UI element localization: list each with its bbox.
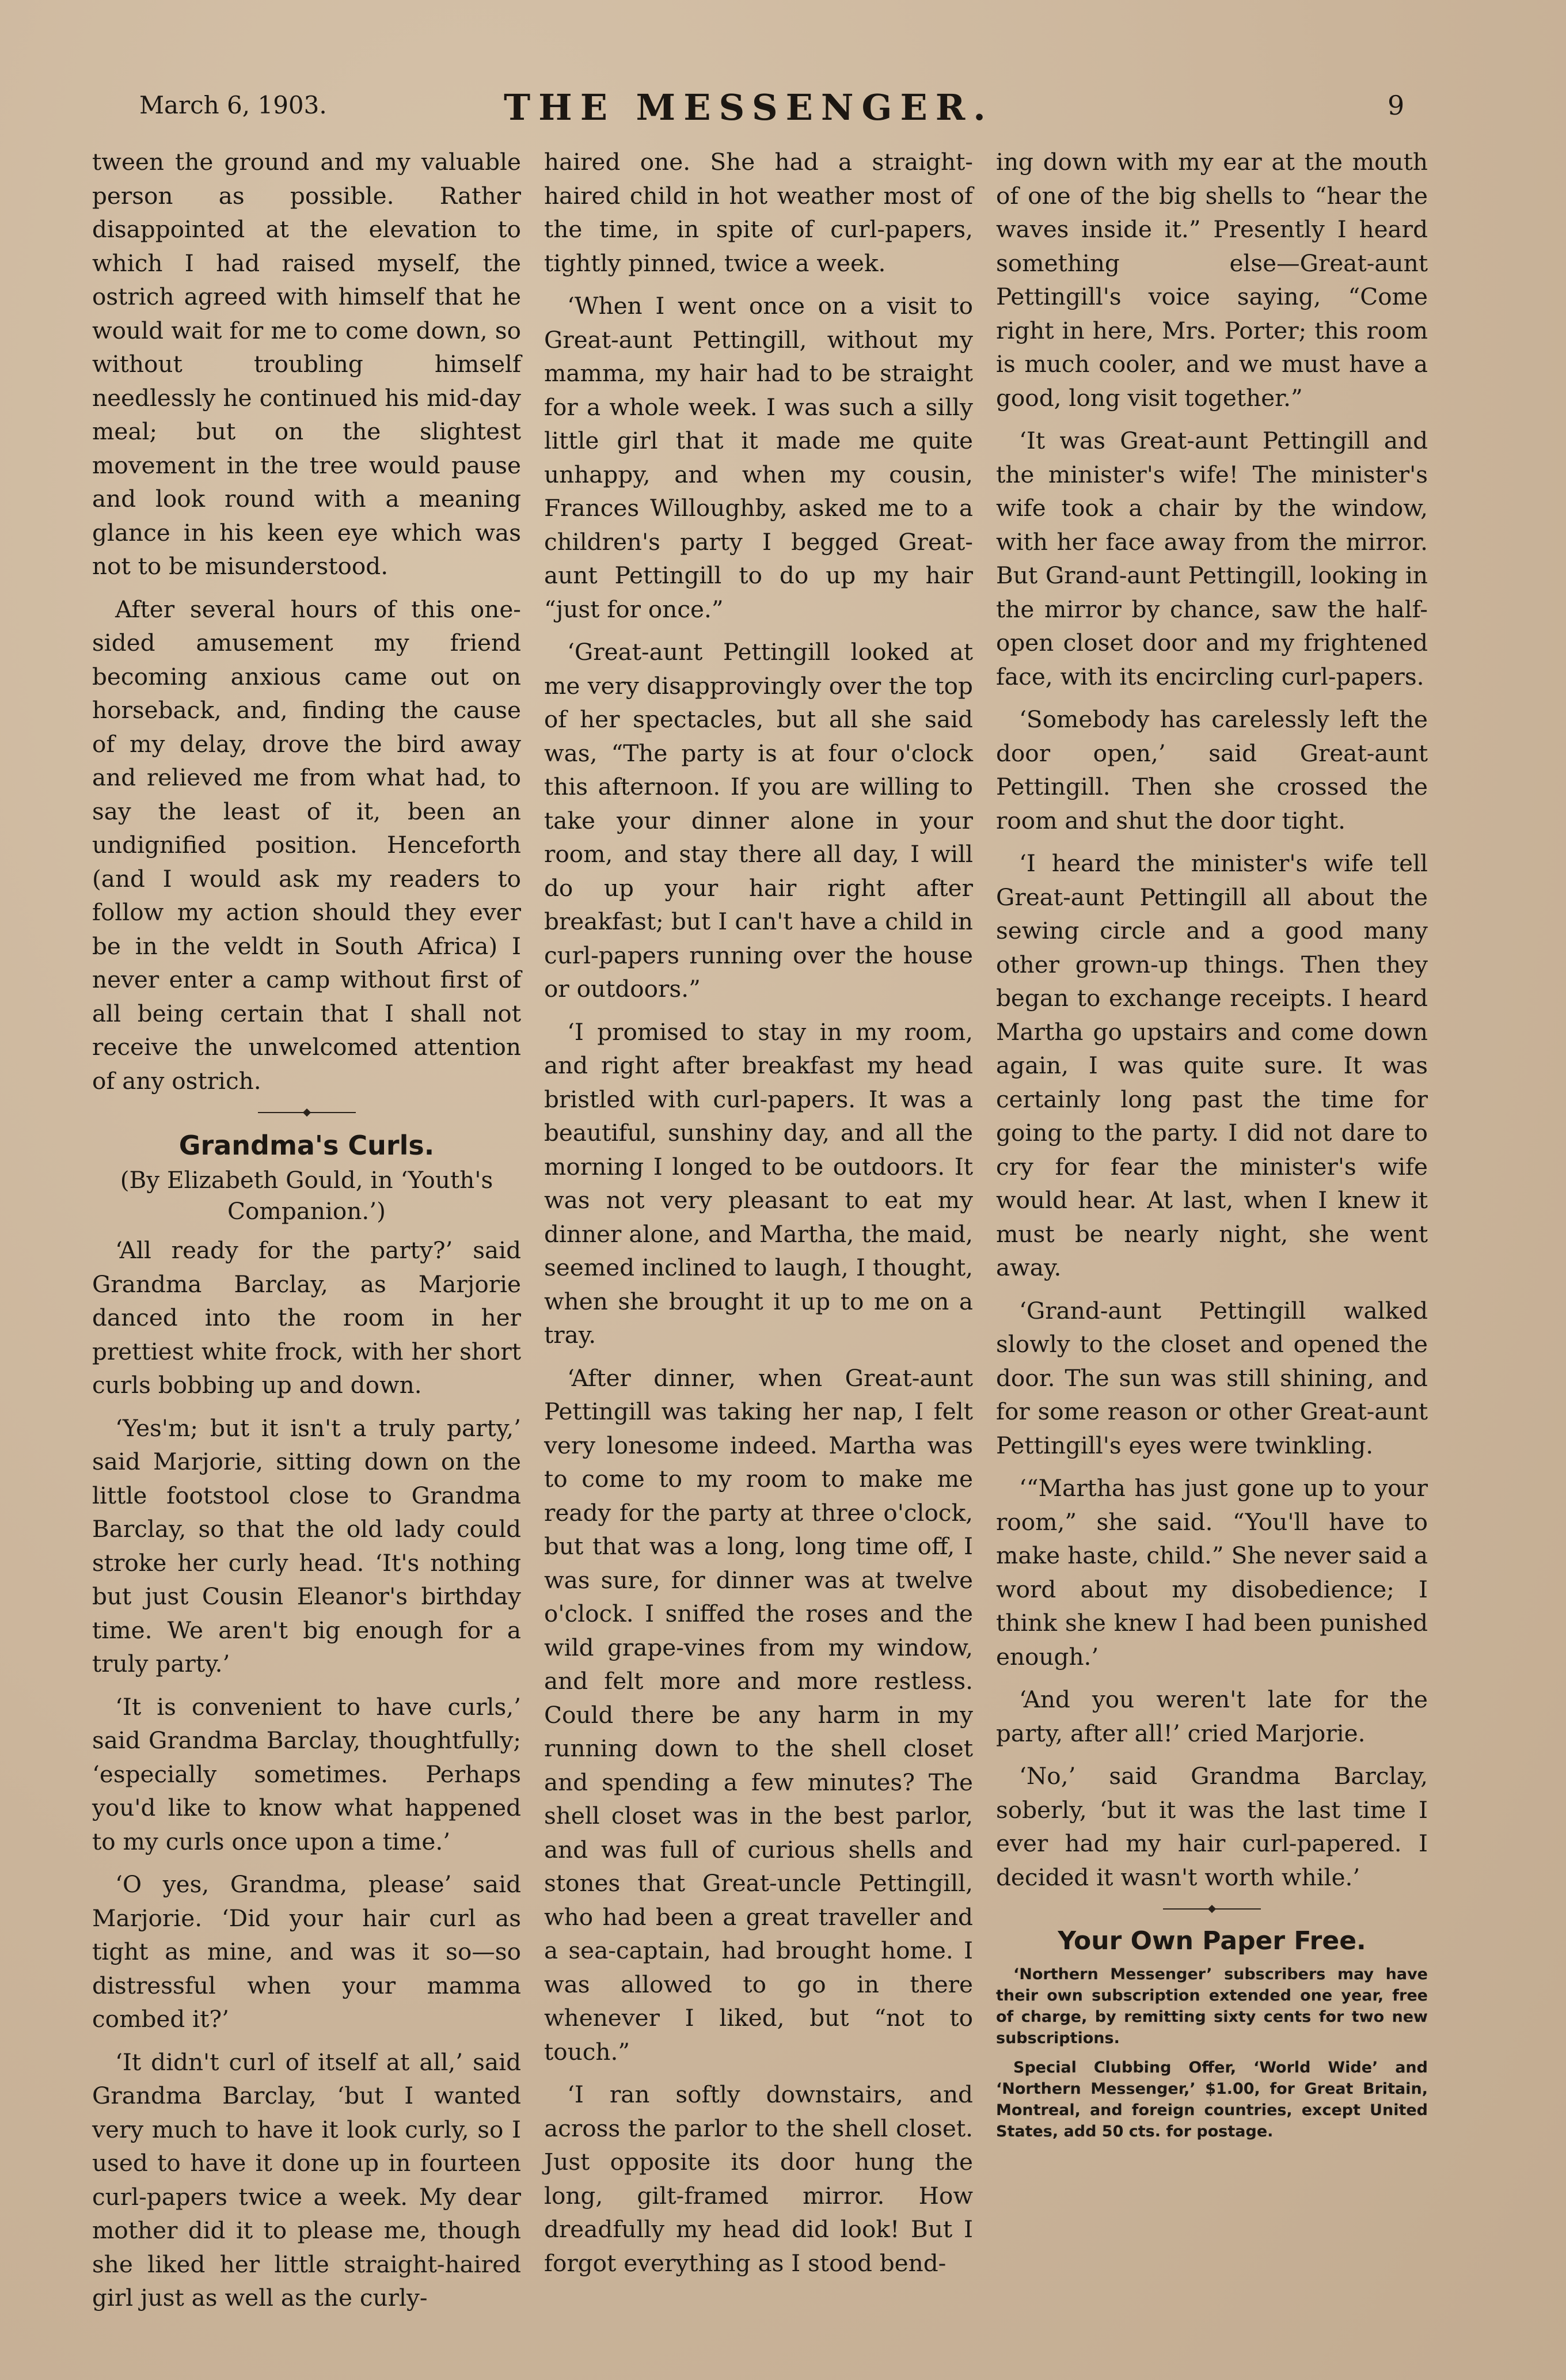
paragraph: ‘All ready for the party?’ said Grandma Barclay, as Marjorie danced into the room in her prettiest white frock, with her short curls bobbing up and down. bbox=[92, 1236, 521, 1399]
page-header bbox=[0, 86, 1566, 132]
column-1 bbox=[92, 145, 521, 2324]
paragraph: ‘And you weren't late for the party, after all!’ cried Marjorie. bbox=[996, 1686, 1428, 1747]
section-divider bbox=[1163, 1905, 1261, 1912]
notice-title: Your Own Paper Free. bbox=[1058, 1926, 1366, 1956]
section-divider bbox=[258, 1109, 356, 1116]
paragraph: tween the ground and my valuable person as possible. Rather disappointed at the elevation to which I had raised myself, the ostrich agreed with himself that he would wait for me to come down, so without troubling himself needlessly he continued his mid-day meal; but on the slightest movement in the tree would pause and look round with a meaning glance in his keen eye which was not to be misunderstood. bbox=[92, 148, 521, 580]
column-2 bbox=[544, 145, 973, 2289]
paragraph: ‘It didn't curl of itself at all,’ said Grandma Barclay, ‘but I wanted very much to have it look curly, so I used to have it done up in fourteen curl-papers twice a week. My dear mother did it to please me, though she liked her little straight-haired girl just as well as the curly- bbox=[92, 2048, 521, 2311]
paragraph: ‘I ran softly downstairs, and across the parlor to the shell closet. Just opposite its door hung the long, gilt-framed mirror. How dreadfully my head did look! But I forgot everything as I stood bend- bbox=[544, 2081, 973, 2277]
paragraph: haired one. She had a straight-haired child in hot weather most of the time, in spite of curl-papers, tightly pinned, twice a week. bbox=[544, 148, 973, 277]
paragraph: ‘Great-aunt Pettingill looked at me very disapprovingly over the top of her spectacles, but all she said was, “The party is at four o'clock this afternoon. If you are willing to take your dinner alone in your room, and stay there all day, I will do up your hair right after breakfast; but I can't have a child in curl-papers running over the house or outdoors.” bbox=[544, 638, 973, 1003]
column-3 bbox=[996, 145, 1428, 2150]
paragraph: ‘Grand-aunt Pettingill walked slowly to the closet and opened the door. The sun was still shining, and for some reason or other Great-aunt Pettingill's eyes were twinkling. bbox=[996, 1296, 1428, 1459]
paragraph: ‘I promised to stay in my room, and right after breakfast my head bristled with curl-papers. It was a beautiful, sunshiny day, and all the morning I longed to be outdoors. It was not very pleasant to eat my dinner alone, and Martha, the maid, seemed inclined to laugh, I thought, when she brought it up to me on a tray. bbox=[544, 1018, 973, 1349]
notice-paragraph: ‘Northern Messenger’ subscribers may have their own subscription extended one year, free of charge, by remitting sixty cents for two new subscriptions. bbox=[996, 1965, 1428, 2047]
story-title: Grandma's Curls. bbox=[178, 1130, 435, 1161]
paragraph: ‘I heard the minister's wife tell Great-aunt Pettingill all about the sewing circle and a good many other grown-up things. Then they began to exchange receipts. I heard Martha go upstairs and come down again, I was quite sure. It was certainly long past the time for going to the party. I did not dare to cry for fear the minister's wife would hear. At last, when I knew it must be nearly night, she went away. bbox=[996, 849, 1428, 1281]
paragraph: ‘It is convenient to have curls,’ said Grandma Barclay, thoughtfully; ‘especially sometimes. Perhaps you'd like to know what happened to my curls once upon a time.’ bbox=[92, 1692, 521, 1855]
story-byline: (By Elizabeth Gould, in ‘Youth's Companion.’) bbox=[120, 1166, 493, 1225]
paragraph: ‘Somebody has carelessly left the door open,’ said Great-aunt Pettingill. Then she crossed the room and shut the door tight. bbox=[996, 705, 1428, 834]
paragraph: ing down with my ear at the mouth of one of the big shells to “hear the waves inside it.” Presently I heard something else—Great-aunt Pettingill's voice saying, “Come right in here, Mrs. Porter; this room is much cooler, and we must have a good, long visit together.” bbox=[996, 148, 1428, 412]
paragraph: After several hours of this one-sided amusement my friend becoming anxious came out on horseback, and, finding the cause of my delay, drove the bird away and relieved me from what had, to say the least of it, been an undignified position. Henceforth (and I would ask my readers to follow my action should they ever be in the veldt in South Africa) I never enter a camp without first of all being certain that I shall not receive the unwelcomed attention of any ostrich. bbox=[92, 595, 521, 1095]
paragraph: ‘It was Great-aunt Pettingill and the minister's wife! The minister's wife took a chair by the window, with her face away from the mirror. But Grand-aunt Pettingill, looking in the mirror by chance, saw the half-open closet door and my frightened face, with its encircling curl-papers. bbox=[996, 427, 1428, 690]
paragraph: ‘No,’ said Grandma Barclay, soberly, ‘but it was the last time I ever had my hair curl-papered. I decided it wasn't worth while.’ bbox=[996, 1762, 1428, 1891]
paragraph: ‘“Martha has just gone up to your room,” she said. “You'll have to make haste, child.” She never said a word about my disobedience; I think she knew I had been punished enough.’ bbox=[996, 1474, 1428, 1671]
page-number: 9 bbox=[1388, 90, 1405, 121]
paragraph: ‘Yes'm; but it isn't a truly party,’ said Marjorie, sitting down on the little footstool close to Grandma Barclay, so that the old lady could stroke her curly head. ‘It's nothing but just Cousin Eleanor's birthday time. We aren't big enough for a truly party.’ bbox=[92, 1414, 521, 1677]
paragraph: ‘When I went once on a visit to Great-aunt Pettingill, without my mamma, my hair had to be straight for a whole week. I was such a silly little girl that it made me quite unhappy, and when my cousin, Frances Willoughby, asked me to a children's party I begged Great-aunt Pettingill to do up my hair “just for once.” bbox=[544, 292, 973, 623]
subscription-notice bbox=[996, 1926, 1428, 2142]
paragraph: ‘After dinner, when Great-aunt Pettingill was taking her nap, I felt very lonesome indeed. Martha was to come to my room to make me ready for the party at three o'clock, but that was a long, long time off, I was sure, for dinner was at twelve o'clock. I sniffed the roses and the wild grape-vines from my window, and felt more and more restless. Could there be any harm in my running down to the shell closet and spending a few minutes? The shell closet was in the best parlor, and was full of curious shells and stones that Great-uncle Pettingill, who had been a great traveller and a sea-captain, had brought home. I was allowed to go in there whenever I liked, but “not to touch.” bbox=[544, 1364, 973, 2066]
notice-paragraph: Special Clubbing Offer, ‘World Wide’ and ‘Northern Messenger,’ $1.00, for Great Britain, Montreal, and foreign countries, except United States, add 50 cts. for postage. bbox=[996, 2059, 1428, 2140]
issue-date: March 6, 1903. bbox=[139, 91, 327, 119]
paragraph: ‘O yes, Grandma, please’ said Marjorie. ‘Did your hair curl as tight as mine, and was it so—so distressful when your mamma combed it?’ bbox=[92, 1870, 521, 2033]
masthead-title: THE MESSENGER. bbox=[504, 86, 994, 128]
